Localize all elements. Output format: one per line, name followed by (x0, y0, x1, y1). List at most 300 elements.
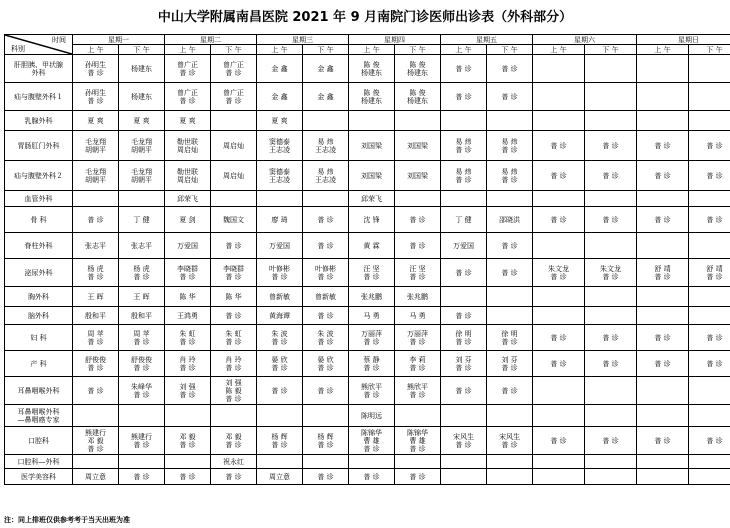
table-row (5, 83, 730, 111)
schedule-cell (165, 307, 211, 325)
doctor-entry: 曹 雄 (363, 436, 380, 445)
schedule-cell (395, 207, 441, 233)
schedule-cell (257, 405, 303, 427)
department-cell (5, 161, 73, 191)
doctor-entry: 普 诊 (706, 359, 723, 368)
doctor-entry: 普 诊 (317, 241, 334, 250)
schedule-cell (119, 307, 165, 325)
schedule-cell (211, 307, 257, 325)
doctor-entry: 马 勇 (409, 311, 426, 320)
schedule-cell (303, 427, 349, 455)
schedule-cell (585, 455, 637, 469)
footnote: 注：同上排班仅供参考考于当天出班为准 (4, 516, 130, 524)
doctor-entry: 普 诊 (271, 440, 288, 449)
doctor-entry: 易 炜 (501, 167, 518, 176)
doctor-entry: 杨建东 (361, 68, 382, 77)
schedule-cell (119, 455, 165, 469)
doctor-entry: 万丽萍 (407, 329, 428, 338)
doctor-entry: 普 诊 (550, 436, 567, 445)
schedule-cell (533, 405, 585, 427)
doctor-entry: 李 莉 (409, 355, 426, 364)
schedule-cell (165, 405, 211, 427)
schedule-cell (637, 131, 689, 161)
schedule-cell (689, 405, 730, 427)
doctor-entry: 陈 俊 (409, 88, 426, 97)
schedule-cell (257, 325, 303, 351)
doctor-entry: 陈 华 (179, 292, 196, 301)
schedule-cell (349, 259, 395, 287)
doctor-entry: 朱 波 (271, 329, 288, 338)
schedule-cell (441, 469, 487, 485)
doctor-entry: 普 诊 (271, 337, 288, 346)
schedule-cell (303, 405, 349, 427)
department-cell (5, 469, 73, 485)
schedule-cell (349, 469, 395, 485)
doctor-entry: 普 诊 (409, 215, 426, 224)
schedule-cell (257, 287, 303, 307)
doctor-entry: 普 诊 (455, 311, 472, 320)
doctor-entry: 刘国梁 (361, 141, 382, 150)
doctor-entry: 毛龙翔 (85, 137, 106, 146)
doctor-entry: 普 诊 (501, 241, 518, 250)
day-header: 星期五 (441, 35, 533, 45)
doctor-entry: 朱峰华 (131, 382, 152, 391)
doctor-entry: 普 诊 (501, 337, 518, 346)
schedule-cell (73, 131, 119, 161)
schedule-cell (303, 351, 349, 377)
schedule-cell (73, 351, 119, 377)
doctor-entry: 毛龙翔 (131, 167, 152, 176)
schedule-table (4, 34, 730, 485)
table-row (5, 287, 730, 307)
doctor-entry: 黄 霖 (363, 241, 380, 250)
schedule-cell (637, 161, 689, 191)
doctor-entry: 叶修彬 (315, 264, 336, 273)
doctor-entry: 宋风生 (499, 432, 520, 441)
doctor-entry: 普 诊 (501, 64, 518, 73)
schedule-cell (211, 207, 257, 233)
day-header: 星期二 (165, 35, 257, 45)
doctor-entry: 张志平 (131, 241, 152, 250)
doctor-entry: 金 鑫 (317, 64, 334, 73)
schedule-cell (165, 325, 211, 351)
schedule-cell (303, 191, 349, 207)
schedule-cell (533, 377, 585, 405)
doctor-entry: 晏 欣 (271, 355, 288, 364)
doctor-entry: 普 诊 (501, 363, 518, 372)
schedule-cell (441, 207, 487, 233)
department-name: 医学美容科 (21, 472, 56, 481)
table-row (5, 131, 730, 161)
doctor-entry: 陈明远 (361, 411, 382, 420)
schedule-cell (211, 191, 257, 207)
schedule-cell (395, 427, 441, 455)
doctor-entry: 普 诊 (501, 268, 518, 277)
schedule-cell (487, 377, 533, 405)
schedule-cell (303, 325, 349, 351)
afternoon-header: 下 午 (689, 45, 730, 55)
schedule-cell (585, 307, 637, 325)
department-name: 妇 科 (30, 333, 47, 342)
doctor-entry: 窦德泰 (269, 167, 290, 176)
doctor-entry: 肖 玲 (179, 355, 196, 364)
schedule-cell (487, 427, 533, 455)
doctor-entry: 陈锦华 (407, 428, 428, 437)
doctor-entry: 易 炜 (455, 167, 472, 176)
schedule-cell (211, 83, 257, 111)
table-row (5, 427, 730, 455)
doctor-entry: 杨 辉 (317, 432, 334, 441)
doctor-entry: 金 鑫 (271, 64, 288, 73)
doctor-entry: 徐 明 (501, 329, 518, 338)
schedule-cell (689, 325, 730, 351)
doctor-entry: 普 诊 (271, 272, 288, 281)
doctor-entry: 普 诊 (179, 390, 196, 399)
schedule-cell (119, 325, 165, 351)
schedule-cell (487, 55, 533, 83)
schedule-cell (441, 161, 487, 191)
doctor-entry: 邱荣飞 (361, 194, 382, 203)
doctor-entry: 普 诊 (179, 440, 196, 449)
table-row (5, 325, 730, 351)
header-days-row (5, 35, 730, 45)
doctor-entry: 邓 毅 (87, 436, 104, 445)
schedule-cell (487, 111, 533, 131)
schedule-cell (689, 351, 730, 377)
doctor-entry: 普 诊 (87, 272, 104, 281)
doctor-entry: 陈 俊 (409, 60, 426, 69)
schedule-cell (73, 405, 119, 427)
schedule-cell (349, 111, 395, 131)
doctor-entry: 熊建行 (131, 432, 152, 441)
morning-header: 上 午 (165, 45, 211, 55)
doctor-entry: 普 诊 (363, 337, 380, 346)
schedule-cell (257, 351, 303, 377)
department-name: 口腔科—外科 (17, 457, 60, 466)
schedule-cell (637, 307, 689, 325)
schedule-cell (637, 405, 689, 427)
schedule-cell (441, 351, 487, 377)
schedule-cell (487, 191, 533, 207)
schedule-cell (119, 427, 165, 455)
doctor-entry: 汪 坚 (409, 264, 426, 273)
schedule-cell (349, 325, 395, 351)
schedule-cell (585, 233, 637, 259)
doctor-entry: 孙明生 (85, 60, 106, 69)
doctor-entry: 普 诊 (602, 333, 619, 342)
doctor-entry: 曾新敏 (269, 292, 290, 301)
doctor-entry: 晏 欣 (317, 355, 334, 364)
doctor-entry: 邱荣飞 (177, 194, 198, 203)
schedule-cell (487, 259, 533, 287)
schedule-cell (395, 287, 441, 307)
doctor-entry: 汪 坚 (363, 264, 380, 273)
doctor-entry: 普 诊 (654, 359, 671, 368)
doctor-entry: 黄海谭 (269, 311, 290, 320)
schedule-cell (689, 469, 730, 485)
schedule-cell (303, 111, 349, 131)
schedule-cell (257, 259, 303, 287)
schedule-cell (585, 405, 637, 427)
doctor-entry: 普 诊 (501, 92, 518, 101)
schedule-cell (349, 191, 395, 207)
doctor-entry: 毛龙翔 (131, 137, 152, 146)
doctor-entry: 刘国梁 (407, 171, 428, 180)
doctor-entry: 普 诊 (550, 359, 567, 368)
doctor-entry: 普 诊 (706, 436, 723, 445)
doctor-entry: 刘国梁 (361, 171, 382, 180)
doctor-entry: 夏 剑 (179, 215, 196, 224)
doctor-entry: 普 诊 (455, 337, 472, 346)
doctor-entry: 王 晖 (133, 292, 150, 301)
doctor-entry: 普 诊 (225, 363, 242, 372)
doctor-entry: 陈 俊 (363, 88, 380, 97)
doctor-entry: 普 诊 (133, 363, 150, 372)
schedule-cell (211, 405, 257, 427)
schedule-cell (637, 207, 689, 233)
doctor-entry: 马 勇 (363, 311, 380, 320)
schedule-cell (211, 377, 257, 405)
doctor-entry: 杨建东 (407, 96, 428, 105)
schedule-cell (165, 469, 211, 485)
schedule-cell (533, 259, 585, 287)
doctor-entry: 曾广正 (177, 60, 198, 69)
table-row (5, 259, 730, 287)
schedule-cell (73, 427, 119, 455)
schedule-cell (441, 325, 487, 351)
doctor-entry: 普 诊 (706, 215, 723, 224)
schedule-cell (349, 83, 395, 111)
department-name: 泌尿外科 (24, 268, 53, 277)
schedule-cell (349, 55, 395, 83)
doctor-entry: 杨 虎 (87, 264, 104, 273)
doctor-entry: 殷和平 (131, 311, 152, 320)
doctor-entry: 孙明生 (85, 88, 106, 97)
schedule-cell (533, 207, 585, 233)
doctor-entry: 普 诊 (602, 272, 619, 281)
doctor-entry: 张兆鹏 (361, 292, 382, 301)
schedule-cell (441, 191, 487, 207)
schedule-cell (73, 325, 119, 351)
department-name: 肝胆胰、甲状腺 (14, 60, 63, 69)
department-name: 疝与腹壁外科１ (14, 92, 63, 101)
schedule-cell (73, 455, 119, 469)
doctor-entry: 刘 芬 (501, 355, 518, 364)
doctor-entry: 普 诊 (455, 92, 472, 101)
doctor-entry: 万爱国 (453, 241, 474, 250)
doctor-entry: 熊建行 (85, 428, 106, 437)
doctor-entry: 普 诊 (317, 311, 334, 320)
doctor-entry: 普 诊 (133, 337, 150, 346)
doctor-entry: 祝永红 (223, 457, 244, 466)
doctor-entry: 王志凌 (315, 145, 336, 154)
schedule-cell (441, 259, 487, 287)
schedule-cell (585, 287, 637, 307)
doctor-entry: 丁 健 (455, 215, 472, 224)
schedule-cell (637, 83, 689, 111)
schedule-cell (73, 469, 119, 485)
doctor-entry: 杨 辉 (271, 432, 288, 441)
department-cell (5, 287, 73, 307)
schedule-cell (637, 111, 689, 131)
department-cell (5, 405, 73, 427)
schedule-cell (349, 161, 395, 191)
doctor-entry: 陈 俊 (363, 60, 380, 69)
doctor-entry: 张兆鹏 (407, 292, 428, 301)
doctor-entry: 普 诊 (225, 337, 242, 346)
doctor-entry: 朱 虹 (179, 329, 196, 338)
department-cell (5, 427, 73, 455)
doctor-entry: 朱 虹 (225, 329, 242, 338)
doctor-entry: 普 诊 (602, 359, 619, 368)
doctor-entry: 肖 玲 (225, 355, 242, 364)
doctor-entry: 周启灿 (177, 175, 198, 184)
table-row (5, 469, 730, 485)
doctor-entry: 普 诊 (317, 386, 334, 395)
doctor-entry: 普 诊 (271, 363, 288, 372)
schedule-cell (257, 131, 303, 161)
schedule-cell (689, 233, 730, 259)
doctor-entry: 万爱国 (177, 241, 198, 250)
schedule-cell (487, 161, 533, 191)
doctor-entry: 熊欣平 (407, 382, 428, 391)
schedule-cell (349, 207, 395, 233)
schedule-cell (257, 307, 303, 325)
doctor-entry: 朱文龙 (548, 264, 569, 273)
department-cell (5, 131, 73, 161)
doctor-entry: 毛龙翔 (85, 167, 106, 176)
schedule-cell (119, 55, 165, 83)
doctor-entry: 普 诊 (363, 472, 380, 481)
doctor-entry: 熊欣平 (361, 382, 382, 391)
department-cell (5, 377, 73, 405)
morning-header: 上 午 (349, 45, 395, 55)
schedule-cell (303, 55, 349, 83)
schedule-cell (165, 351, 211, 377)
schedule-cell (395, 455, 441, 469)
schedule-cell (119, 405, 165, 427)
department-cell (5, 233, 73, 259)
schedule-cell (585, 83, 637, 111)
doctor-entry: 普 诊 (87, 386, 104, 395)
schedule-cell (395, 55, 441, 83)
doctor-entry: 普 诊 (550, 171, 567, 180)
doctor-entry: 刘国梁 (407, 141, 428, 150)
schedule-cell (303, 259, 349, 287)
schedule-cell (585, 377, 637, 405)
doctor-entry: 普 诊 (87, 337, 104, 346)
schedule-cell (487, 469, 533, 485)
afternoon-header: 下 午 (119, 45, 165, 55)
doctor-entry: 周 苹 (87, 329, 104, 338)
schedule-cell (395, 405, 441, 427)
doctor-entry: 普 诊 (501, 175, 518, 184)
doctor-entry: 普 诊 (550, 215, 567, 224)
doctor-entry: 舒俊俊 (85, 355, 106, 364)
doctor-entry: 周立意 (85, 472, 106, 481)
schedule-cell (211, 287, 257, 307)
schedule-cell (119, 377, 165, 405)
doctor-entry: 叶修彬 (269, 264, 290, 273)
doctor-entry: 普 诊 (602, 215, 619, 224)
table-row (5, 111, 730, 131)
doctor-entry: 陈锦华 (361, 428, 382, 437)
schedule-cell (395, 191, 441, 207)
doctor-entry: 普 诊 (455, 268, 472, 277)
doctor-entry: 普 诊 (225, 96, 242, 105)
schedule-cell (637, 191, 689, 207)
doctor-entry: 曾广正 (177, 88, 198, 97)
schedule-cell (257, 377, 303, 405)
doctor-entry: 普 诊 (87, 363, 104, 372)
schedule-cell (165, 83, 211, 111)
morning-header: 上 午 (257, 45, 303, 55)
schedule-cell (487, 307, 533, 325)
header-ampm-row (5, 45, 730, 55)
schedule-cell (395, 83, 441, 111)
schedule-cell (165, 287, 211, 307)
schedule-cell (349, 405, 395, 427)
doctor-entry: 陈 华 (225, 292, 242, 301)
department-name: 口腔科 (28, 436, 49, 445)
schedule-cell (533, 455, 585, 469)
doctor-entry: 徐 明 (455, 329, 472, 338)
schedule-cell (487, 455, 533, 469)
schedule-cell (637, 233, 689, 259)
schedule-cell (689, 111, 730, 131)
morning-header: 上 午 (73, 45, 119, 55)
doctor-entry: 廖 琦 (271, 215, 288, 224)
schedule-cell (533, 325, 585, 351)
doctor-entry: 金 鑫 (271, 92, 288, 101)
schedule-cell (119, 161, 165, 191)
doctor-entry: 张志平 (85, 241, 106, 250)
schedule-cell (211, 351, 257, 377)
doctor-entry: 朱文龙 (600, 264, 621, 273)
schedule-cell (637, 351, 689, 377)
schedule-cell (349, 307, 395, 325)
doctor-entry: 易 炜 (501, 137, 518, 146)
schedule-cell (165, 377, 211, 405)
schedule-cell (395, 161, 441, 191)
doctor-entry: 魏国文 (223, 215, 244, 224)
day-header: 星期四 (349, 35, 441, 45)
doctor-entry: 普 诊 (706, 272, 723, 281)
schedule-cell (303, 83, 349, 111)
table-row (5, 455, 730, 469)
table-row (5, 55, 730, 83)
schedule-cell (349, 377, 395, 405)
doctor-entry: 蔡 静 (363, 355, 380, 364)
doctor-entry: 邓 毅 (225, 432, 242, 441)
schedule-cell (441, 405, 487, 427)
department-cell (5, 55, 73, 83)
doctor-entry: 杨建东 (361, 96, 382, 105)
doctor-entry: 普 诊 (133, 390, 150, 399)
schedule-cell (533, 469, 585, 485)
doctor-entry: 刘 强 (225, 378, 242, 387)
schedule-cell (487, 207, 533, 233)
doctor-entry: 王 晖 (87, 292, 104, 301)
doctor-entry: 普 诊 (409, 363, 426, 372)
schedule-cell (585, 325, 637, 351)
schedule-cell (487, 131, 533, 161)
doctor-entry: 普 诊 (409, 272, 426, 281)
schedule-cell (165, 111, 211, 131)
table-row (5, 405, 730, 427)
doctor-entry: 普 诊 (455, 145, 472, 154)
doctor-entry: 王鸿勇 (177, 311, 198, 320)
